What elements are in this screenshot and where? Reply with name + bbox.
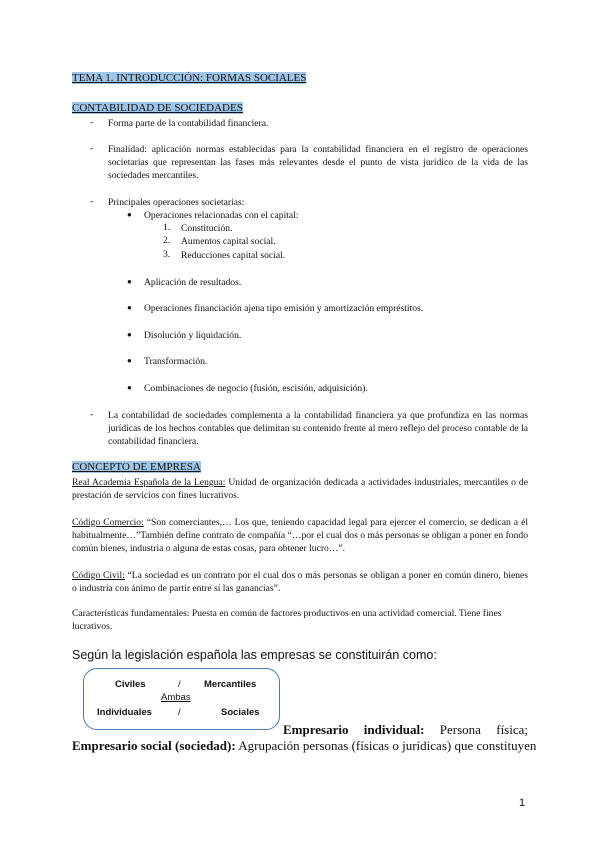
diagram-slash: / (178, 679, 181, 690)
dash-marker: - (90, 143, 94, 154)
empresario-social-line: Empresario social (sociedad): Agrupación personas (físicas o jurídicas) que constituyen (72, 738, 537, 753)
sub-list-item: Transformación. (144, 356, 208, 367)
diagram-ambas: Ambas (161, 692, 191, 703)
codigo-comercio-definition: Código Comercio: “Son comerciantes,… Los que, teniendo capacidad legal para ejercer el comercio, se dedican a él habitualmente…”También define contrato de compañía “…por el cual dos o más personas se obligan a poner en fondo común bienes, industria o alguna de estas cosas, para obtener lucro…”. (72, 517, 528, 554)
rae-definition: Real Academia Española de la Lengua: Unidad de organización dedicada a actividades industriales, mercantiles o de prestación de servicios con fines lucrativos. (72, 477, 528, 501)
list-item: Finalidad: aplicación normas establecidas para la contabilidad financiera en el registro de operaciones societarias que representan las fases más relevantes desde el punto de vista jurídico de la vida de las sociedades mercantiles. (108, 144, 528, 181)
number-marker: 1. (163, 222, 171, 233)
diagram-individuales: Individuales (97, 707, 152, 718)
list-item: Principales operaciones societarias: (108, 197, 245, 208)
codigo-civil-definition: Código Civil: “La sociedad es un contrato por el cual dos o más personas se obligan a poner en común dinero, bienes o industria con ánimo de partir entre sí las ganancias”. (72, 570, 528, 594)
bullet-icon: ● (127, 383, 132, 392)
list-item: La contabilidad de sociedades complementa a la contabilidad financiera ya que profundiza en las normas jurídicas de los hechos contables que delimitan su contenido frente al mero reflejo del proceso contable de la contabilidad financiera. (108, 410, 528, 447)
numbered-item: Aumentos capital social. (181, 236, 276, 247)
diagram-sociales: Sociales (221, 707, 260, 718)
empresario-individual-line: Empresario individual: Persona física; (283, 722, 528, 737)
page-title: TEMA 1. INTRODUCCIÓN: FORMAS SOCIALES (72, 72, 307, 84)
caracteristicas-paragraph: Características fundamentales: Puesta en común de factores productivos en una actividad comercial. Tiene fines lucrativos. (72, 608, 502, 632)
number-marker: 3. (163, 249, 171, 260)
section-heading-empresa: CONCEPTO DE EMPRESA (72, 461, 201, 473)
diagram-slash: / (178, 707, 181, 718)
numbered-item: Reducciones capital social. (181, 250, 286, 261)
diagram-mercantiles: Mercantiles (204, 679, 257, 690)
bullet-icon: ● (127, 303, 132, 312)
section-heading-contabilidad: CONTABILIDAD DE SOCIEDADES (72, 102, 243, 114)
diagram-civiles: Civiles (115, 679, 146, 690)
bullet-icon: ● (127, 356, 132, 365)
dash-marker: - (90, 409, 94, 420)
bullet-icon: ● (127, 210, 132, 219)
legislacion-sentence: Según la legislación española las empresas se constituirán como: (72, 648, 437, 662)
sub-list-item: Aplicación de resultados. (144, 277, 242, 288)
sub-list-item: Operaciones financiación ajena tipo emisión y amortización empréstitos. (144, 303, 424, 314)
numbered-item: Constitución. (181, 223, 233, 234)
sub-list-item: Disolución y liquidación. (144, 330, 242, 341)
bullet-icon: ● (127, 277, 132, 286)
number-marker: 2. (163, 235, 171, 246)
bullet-icon: ● (127, 330, 132, 339)
list-item: Forma parte de la contabilidad financiera. (108, 118, 269, 129)
sub-list-item: Combinaciones de negocio (fusión, escisión, adquisición). (144, 383, 368, 394)
dash-marker: - (90, 196, 94, 207)
page-number: 1 (519, 797, 526, 809)
dash-marker: - (90, 117, 94, 128)
sub-list-item: Operaciones relacionadas con el capital: (144, 210, 299, 221)
